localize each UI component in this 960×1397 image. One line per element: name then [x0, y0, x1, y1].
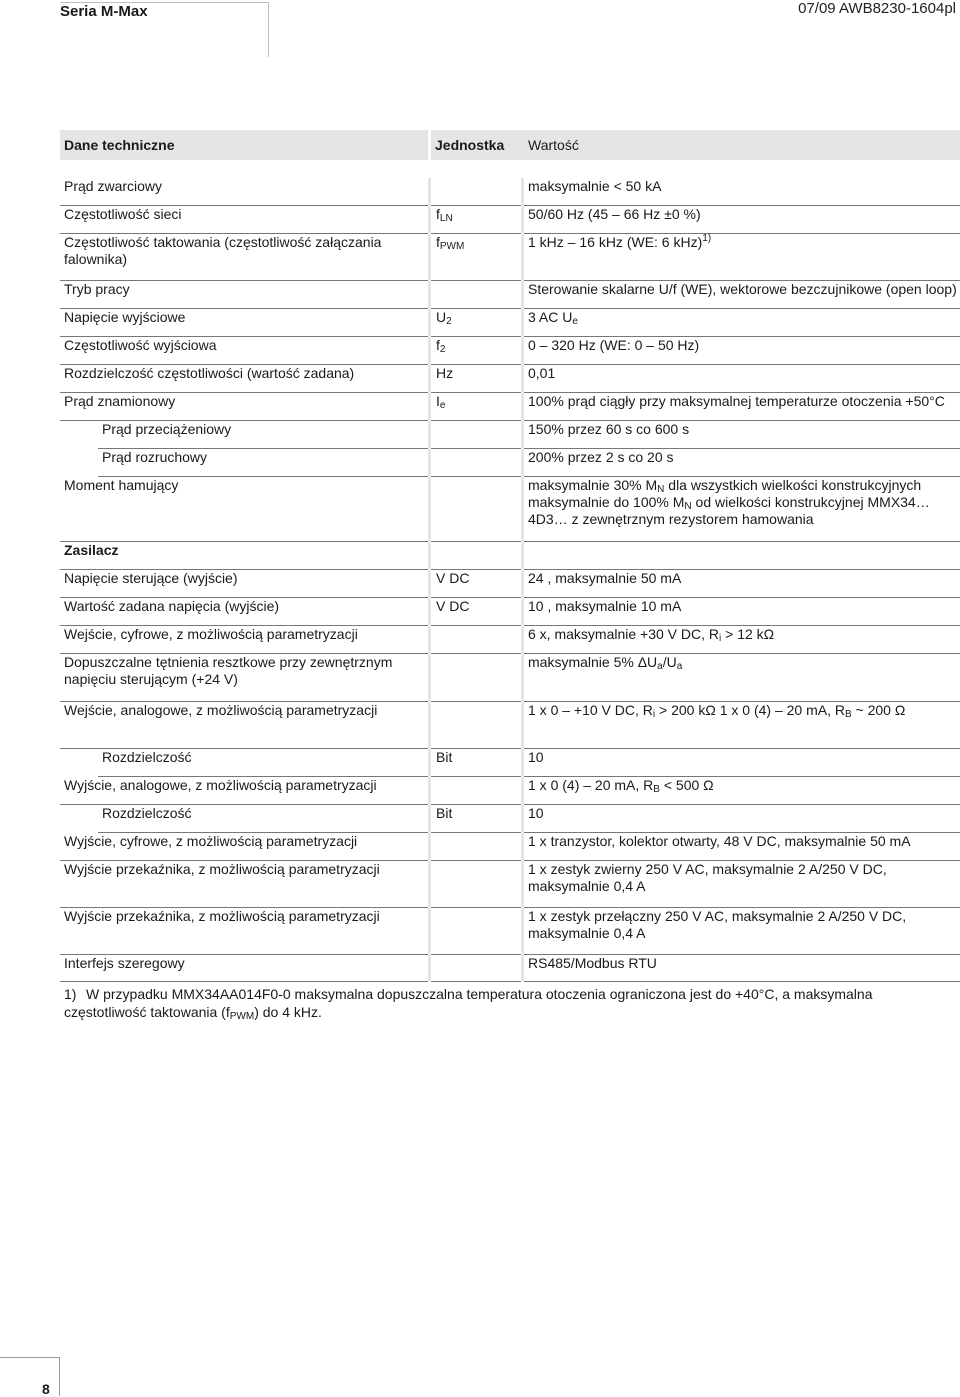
table-row	[60, 702, 960, 748]
table-row	[60, 542, 960, 569]
header-rule	[60, 2, 268, 3]
row-label: Napięcie sterujące (wyjście)	[64, 570, 238, 586]
row-label: Prąd znamionowy	[64, 393, 176, 409]
row-value: 6 x, maksymalnie +30 V DC, $R_i > 12$ kΩ	[528, 626, 775, 644]
column-gutter	[428, 749, 431, 776]
table-row	[60, 654, 960, 701]
table-row	[60, 421, 960, 448]
table-row	[60, 570, 960, 597]
row-value: 1 x zestyk zwierny 250 V AC, maksymalnie 2 A/250 V DC, maksymalnie 0,4 A	[528, 861, 887, 894]
column-gutter	[521, 421, 524, 448]
column-gutter	[521, 365, 524, 392]
column-gutter	[521, 234, 524, 280]
row-label: Rozdzielczość częstotliwości (wartość zadana)	[64, 365, 355, 381]
table-row	[60, 777, 960, 804]
table-row	[60, 955, 960, 981]
row-value: 1 kHz – 16 kHz (WE: 6 kHz)$^{1)}$	[528, 233, 712, 250]
row-label: Wyjście, analogowe, z możliwością parametryzacji	[64, 777, 377, 793]
column-gutter	[428, 206, 431, 233]
column-gutter	[521, 833, 524, 860]
row-unit: $I_e$	[436, 393, 446, 411]
row-unit: $f_{LN}$	[436, 206, 453, 224]
column-gutter	[428, 702, 431, 748]
column-gutter	[521, 570, 524, 597]
row-value: 1 x 0 – +10 V DC, $R_i > 200$ kΩ 1 x 0 (4) – 20 mA, $R_B$ ~ 200 Ω	[528, 702, 906, 720]
table-row	[60, 281, 960, 308]
table-row	[60, 178, 960, 205]
table-row	[60, 749, 960, 776]
column-gutter	[428, 309, 431, 336]
table-header	[60, 130, 960, 160]
row-value: 1 x zestyk przełączny 250 V AC, maksymalnie 2 A/250 V DC, maksymalnie 0,4 A	[528, 908, 907, 941]
column-gutter	[521, 309, 524, 336]
row-unit: V DC	[436, 570, 470, 586]
col-header-value: Wartość	[524, 130, 960, 160]
column-gutter	[428, 449, 431, 476]
column-gutter	[521, 477, 524, 541]
column-gutter	[428, 234, 431, 280]
column-gutter	[521, 861, 524, 907]
column-gutter	[521, 654, 524, 701]
footnote	[64, 985, 944, 1021]
column-gutter	[521, 178, 524, 205]
row-label: Zasilacz	[64, 542, 119, 558]
row-label: Wartość zadana napięcia (wyjście)	[64, 598, 280, 614]
table-row	[60, 477, 960, 541]
row-unit: Bit	[436, 749, 453, 765]
column-gutter	[521, 626, 524, 653]
row-label: Rozdzielczość	[102, 749, 192, 765]
column-gutter	[428, 805, 431, 832]
table-row	[60, 337, 960, 364]
row-value: Sterowanie skalarne U/f (WE), wektorowe bezczujnikowe (open loop)	[528, 281, 957, 297]
column-gutter	[428, 477, 431, 541]
row-label: Prąd rozruchowy	[102, 449, 208, 465]
row-value: RS485/Modbus RTU	[528, 955, 657, 971]
row-value: 1 x tranzystor, kolektor otwarty, 48 V DC, maksymalnie 50 mA	[528, 833, 911, 849]
column-gutter	[521, 908, 524, 954]
header-doc-code: 07/09 AWB8230-1604pl	[798, 0, 956, 17]
column-gutter	[521, 542, 524, 569]
table-row	[60, 805, 960, 832]
column-gutter	[521, 337, 524, 364]
table-row	[60, 449, 960, 476]
row-value: maksymalnie 5% $\Delta U_a/U_a$	[528, 654, 683, 672]
row-label: Częstotliwość sieci	[64, 206, 182, 222]
row-label: Wyjście, cyfrowe, z możliwością parametryzacji	[64, 833, 358, 849]
row-label: Prąd zwarciowy	[64, 178, 163, 194]
row-label: Wyjście przekaźnika, z możliwością parametryzacji	[64, 908, 380, 924]
col-header-technical-data: Dane techniczne	[60, 130, 428, 160]
column-gutter	[521, 749, 524, 776]
row-unit: V DC	[436, 598, 470, 614]
column-gutter	[428, 654, 431, 701]
row-value: 10 , maksymalnie 10 mA	[528, 598, 682, 614]
page-number-box	[0, 1357, 60, 1396]
table-row	[60, 365, 960, 392]
column-gutter	[521, 598, 524, 625]
table-row	[60, 908, 960, 954]
table-row	[60, 861, 960, 907]
col-header-unit: Jednostka	[431, 130, 575, 160]
row-value: 50/60 Hz (45 – 66 Hz ±0 %)	[528, 206, 701, 222]
column-gutter	[428, 570, 431, 597]
column-gutter	[521, 805, 524, 832]
row-unit: Bit	[436, 805, 453, 821]
row-value: 100% prąd ciągły przy maksymalnej temperaturze otoczenia +50°C	[528, 393, 945, 409]
table-row	[60, 598, 960, 625]
column-gutter	[521, 955, 524, 981]
row-unit: $f_{PWM}$	[436, 234, 465, 252]
column-gutter	[428, 861, 431, 907]
column-gutter	[521, 206, 524, 233]
row-value: 0,01	[528, 365, 556, 381]
column-gutter	[428, 598, 431, 625]
row-unit: $U_2$	[436, 309, 452, 327]
row-label: Dopuszczalne tętnienia resztkowe przy zewnętrznym napięciu sterującym (+24 V)	[64, 654, 393, 687]
row-label: Wyjście przekaźnika, z możliwością parametryzacji	[64, 861, 380, 877]
row-unit: $f_2$	[436, 337, 446, 355]
column-gutter	[521, 702, 524, 748]
page-number: 8	[42, 1381, 50, 1397]
row-value: maksymalnie < 50 kA	[528, 178, 662, 194]
column-gutter	[428, 833, 431, 860]
column-gutter	[428, 178, 431, 205]
header-series: Seria M-Max	[60, 3, 148, 20]
row-label: Częstotliwość taktowania (częstotliwość załączania falownika)	[64, 234, 382, 267]
row-label: Wejście, analogowe, z możliwością parametryzacji	[64, 702, 378, 718]
column-gutter	[428, 626, 431, 653]
footnote-text: W przypadku MMX34AA014F0-0 maksymalna dopuszczalna temperatura otoczenia ograniczona jest do +40°C, a maksymalna częstotliwość taktowania $(f_{PWM})$ do 4 kHz.	[64, 986, 873, 1022]
table-row	[60, 833, 960, 860]
column-gutter	[428, 281, 431, 308]
column-gutter	[521, 393, 524, 420]
row-value: 200% przez 2 s co 20 s	[528, 449, 674, 465]
table-row	[60, 206, 960, 233]
row-value: 1 x 0 (4) – 20 mA, $R_B < 500$ Ω	[528, 777, 714, 795]
header-divider	[268, 2, 269, 57]
row-separator	[524, 981, 960, 982]
row-value: 0 – 320 Hz (WE: 0 – 50 Hz)	[528, 337, 700, 353]
table-row	[60, 234, 960, 280]
column-gutter	[428, 777, 431, 804]
row-label: Interfejs szeregowy	[64, 955, 185, 971]
table-row	[60, 309, 960, 336]
row-label: Rozdzielczość	[102, 805, 192, 821]
column-gutter	[428, 365, 431, 392]
column-gutter	[521, 777, 524, 804]
row-value: 150% przez 60 s co 600 s	[528, 421, 690, 437]
column-gutter	[428, 337, 431, 364]
row-label: Tryb pracy	[64, 281, 130, 297]
column-gutter	[428, 908, 431, 954]
row-separator	[431, 981, 521, 982]
column-gutter	[521, 449, 524, 476]
table-row	[60, 393, 960, 420]
column-gutter	[521, 281, 524, 308]
row-value: 24 , maksymalnie 50 mA	[528, 570, 682, 586]
row-value: 10	[528, 805, 544, 821]
row-value: maksymalnie 30% $M_N$ dla wszystkich wielkości konstrukcyjnych maksymalnie do 100% $M_N$ od wielkości konstrukcyjnej MMX34…4D3… z zewnętrznym rezystorem hamowania	[528, 477, 930, 527]
row-label: Moment hamujący	[64, 477, 179, 493]
column-gutter	[428, 955, 431, 981]
row-label: Częstotliwość wyjściowa	[64, 337, 217, 353]
row-unit: Hz	[436, 365, 454, 381]
column-gutter	[428, 421, 431, 448]
row-value: 3 AC $U_e$	[528, 309, 578, 327]
column-gutter	[428, 393, 431, 420]
row-separator	[60, 981, 428, 982]
row-label: Wejście, cyfrowe, z możliwością parametryzacji	[64, 626, 358, 642]
row-label: Napięcie wyjściowe	[64, 309, 186, 325]
table-row	[60, 626, 960, 653]
column-gutter	[428, 542, 431, 569]
row-label: Prąd przeciążeniowy	[102, 421, 232, 437]
footnote-marker: 1)	[64, 986, 77, 1002]
row-value: 10	[528, 749, 544, 765]
